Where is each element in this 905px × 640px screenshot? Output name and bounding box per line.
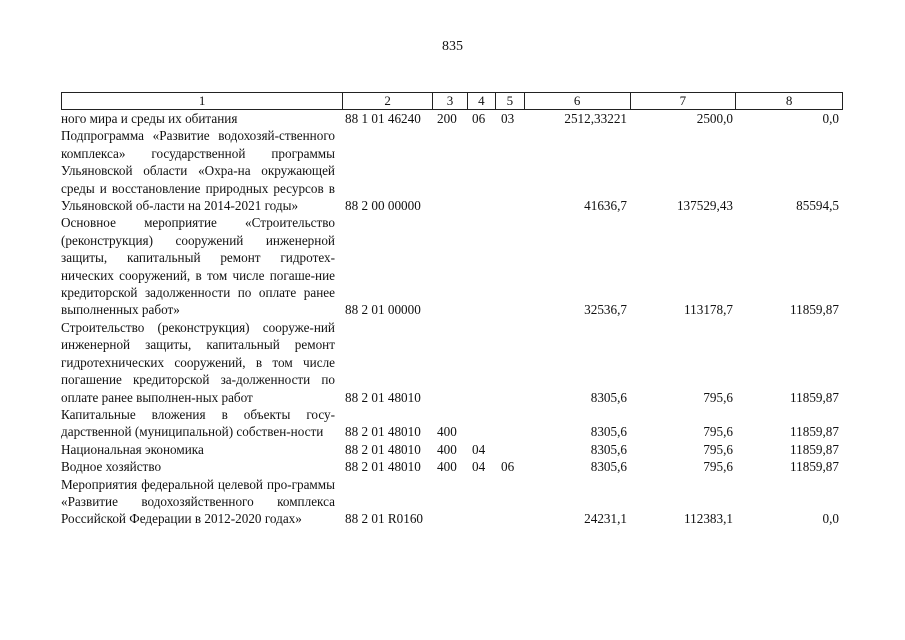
header-col-3: 3 xyxy=(433,93,468,109)
table-row xyxy=(61,127,843,214)
table-row xyxy=(61,406,843,441)
row-value-7: 795,6 xyxy=(703,459,733,475)
row-value-6: 32536,7 xyxy=(584,302,627,318)
row-name: Капитальные вложения в объекты госу-дарственной (муниципальной) собствен-ности xyxy=(61,406,335,440)
row-col4: 04 xyxy=(472,441,486,457)
header-col-4: 4 xyxy=(468,93,496,109)
row-value-8: 0,0 xyxy=(822,111,839,126)
row-code: 88 1 01 46240 xyxy=(345,111,421,126)
row-name: ного мира и среды их обитания xyxy=(61,111,238,126)
row-name: Основное мероприятие «Строительство (реконструкция) сооружений инженерной защиты, капитальный ремонт гидротех-нических сооружений, в том числе погаше-ние кредиторской задолженности по оплате ранее выполненных работ» xyxy=(61,215,335,318)
row-col3: 200 xyxy=(437,111,457,126)
row-name: Мероприятия федеральной целевой про-граммы «Развитие водохозяйственного комплекса Российской Федерации в 2012-2020 годах» xyxy=(61,476,335,527)
row-value-6: 24231,1 xyxy=(584,511,627,527)
table-row xyxy=(61,458,843,475)
row-value-7: 795,6 xyxy=(703,441,733,457)
table-row xyxy=(61,214,843,318)
row-value-8: 11859,87 xyxy=(790,389,839,405)
row-code: 88 2 00 00000 xyxy=(345,198,421,214)
row-code: 88 2 01 48010 xyxy=(345,389,421,405)
table-row xyxy=(61,110,843,127)
row-value-7: 112383,1 xyxy=(684,511,733,527)
row-col5: 03 xyxy=(501,111,515,126)
table-row xyxy=(61,476,843,528)
header-col-1: 1 xyxy=(62,93,343,109)
row-code: 88 2 01 R0160 xyxy=(345,511,424,527)
row-col3: 400 xyxy=(437,441,457,457)
row-col5: 06 xyxy=(501,459,515,475)
header-col-5: 5 xyxy=(496,93,525,109)
row-value-8: 11859,87 xyxy=(790,441,839,457)
row-value-6: 8305,6 xyxy=(590,441,627,457)
header-col-2: 2 xyxy=(343,93,433,109)
header-col-6: 6 xyxy=(525,93,631,109)
budget-table xyxy=(61,92,843,528)
row-value-8: 11859,87 xyxy=(790,302,839,318)
row-col3: 400 xyxy=(437,424,457,440)
row-value-8: 85594,5 xyxy=(796,198,839,214)
row-code: 88 2 01 00000 xyxy=(345,302,421,318)
row-name: Водное хозяйство xyxy=(61,459,162,475)
header-col-8: 8 xyxy=(785,93,793,108)
row-name: Строительство (реконструкция) сооруже-ний инженерной защиты, капитальный ремонт гидротехнических сооружений, в том числе погашение кредиторской за-долженности по оплате ранее выполнен-ных работ xyxy=(61,319,335,405)
row-name: Национальная экономика xyxy=(61,441,204,457)
row-value-6: 8305,6 xyxy=(590,389,627,405)
table-row xyxy=(61,441,843,458)
table-header-row xyxy=(61,92,843,110)
row-value-7: 2500,0 xyxy=(696,111,733,126)
row-col4: 06 xyxy=(472,111,486,126)
row-col3: 400 xyxy=(437,459,457,475)
row-value-7: 137529,43 xyxy=(676,198,733,214)
row-value-8: 11859,87 xyxy=(790,459,839,475)
row-name: Подпрограмма «Развитие водохозяй-ственного комплекса» государственной программы Ульяновской области «Охра-на окружающей среды и восстановление природных ресурсов в Ульяновской об-ласти на 2014-2021 годы» xyxy=(61,128,335,214)
row-value-7: 795,6 xyxy=(703,424,733,440)
page-number: 835 xyxy=(442,39,463,54)
row-code: 88 2 01 48010 xyxy=(345,459,421,475)
row-value-6: 8305,6 xyxy=(590,424,627,440)
row-value-6: 41636,7 xyxy=(584,198,627,214)
row-value-8: 11859,87 xyxy=(790,424,839,440)
row-value-6: 2512,33221 xyxy=(564,111,627,126)
row-value-8: 0,0 xyxy=(822,511,839,527)
row-code: 88 2 01 48010 xyxy=(345,441,421,457)
row-value-7: 795,6 xyxy=(703,389,733,405)
row-value-6: 8305,6 xyxy=(590,459,627,475)
row-value-7: 113178,7 xyxy=(684,302,733,318)
row-code: 88 2 01 48010 xyxy=(345,424,421,440)
header-col-7: 7 xyxy=(631,93,737,109)
table-row xyxy=(61,319,843,406)
row-col4: 04 xyxy=(472,459,486,475)
